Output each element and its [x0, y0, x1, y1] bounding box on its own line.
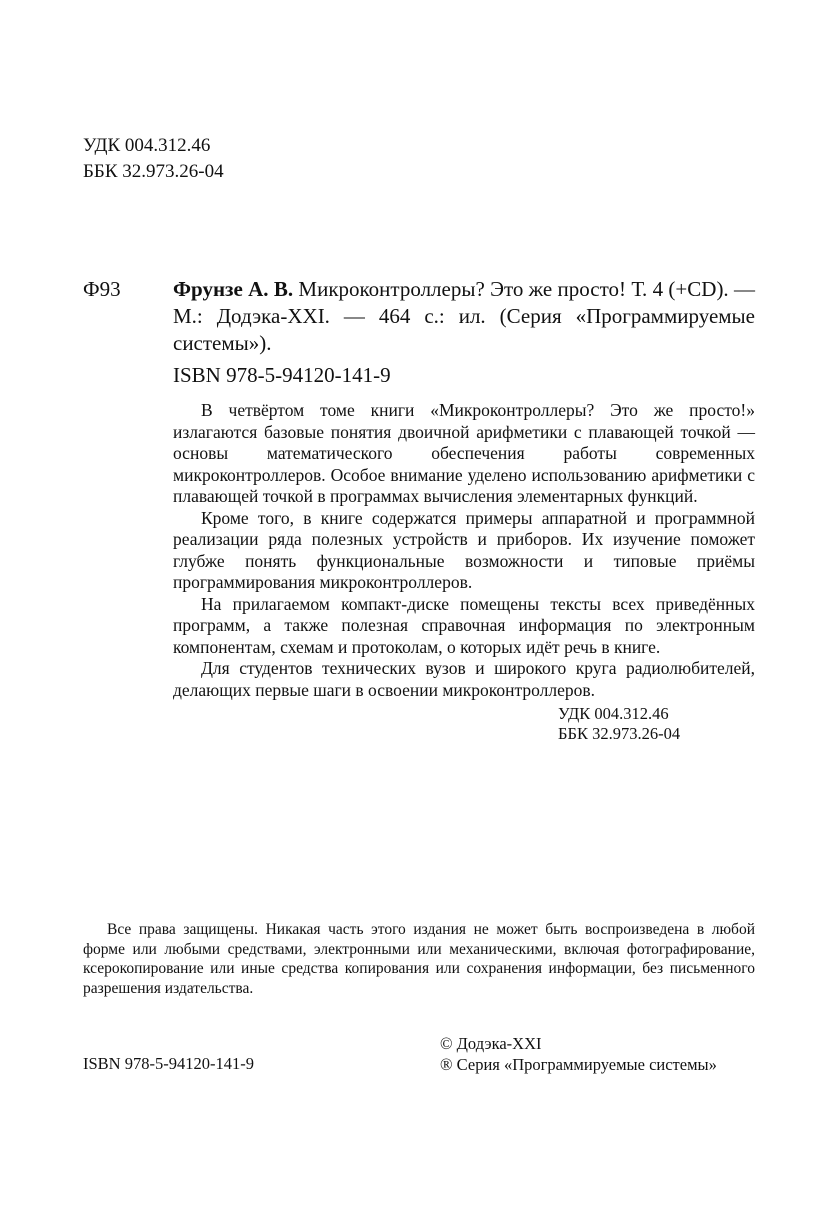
bibliographic-citation: [173, 276, 755, 357]
abstract: [173, 400, 755, 701]
top-classification-codes: [83, 133, 224, 185]
series-trademark-line: ® Серия «Программируемые системы»: [440, 1055, 717, 1074]
abstract-paragraph: Кроме того, в книге содержатся примеры аппаратной и программной реализации ряда полезных устройств и приборов. Их изучение поможет глубже понять функциональные возможности и типовые приёмы программирования микроконтроллеров.: [173, 507, 755, 592]
abstract-paragraph: В четвёртом томе книги «Микроконтроллеры? Это же просто!» излагаются базовые понятия двоичной арифметики с плавающей точкой — основы математического обеспечения работы современных микроконтроллеров. Особое внимание уделено использованию арифметики с плавающей точкой в программах вычисления элементарных функций.: [173, 400, 755, 506]
copyright-block: [440, 1033, 717, 1075]
rights-notice: Все права защищены. Никакая часть этого издания не может быть воспроизведена в любой форме или любыми средствами, электронными или механическими, включая фотографирование, ксерокопирование или иные средства копирования или сохранения информации, без письменного разрешения издательства.: [83, 921, 755, 997]
citation-text: Микроконтроллеры? Это же просто! Т. 4 (+CD). — М.: Додэка-XXI. — 464 с.: ил. (Серия «Программируемые системы»).: [173, 277, 755, 355]
right-classification-codes: [558, 704, 680, 744]
abstract-paragraph: На прилагаемом компакт-диске помещены тексты всех приведённых программ, а также полезная справочная информация по электронным компонентам, схемам и протоколам, о которых идёт речь в книге.: [173, 593, 755, 657]
isbn-main: ISBN 978-5-94120-141-9: [173, 363, 391, 387]
udk-code: УДК 004.312.46: [83, 135, 211, 156]
bbk-code: ББК 32.973.26-04: [83, 161, 224, 182]
isbn-bottom: ISBN 978-5-94120-141-9: [83, 1054, 254, 1073]
author-sign: Ф93: [83, 277, 121, 301]
citation-author: Фрунзе А. В.: [173, 277, 294, 301]
udk-code-right: УДК 004.312.46: [558, 704, 669, 723]
bbk-code-right: ББК 32.973.26-04: [558, 724, 681, 743]
copyright-line: © Додэка-XXI: [440, 1034, 542, 1053]
abstract-paragraph: Для студентов технических вузов и широкого круга радиолюбителей, делающих первые шаги в освоении микроконтроллеров.: [173, 658, 755, 700]
